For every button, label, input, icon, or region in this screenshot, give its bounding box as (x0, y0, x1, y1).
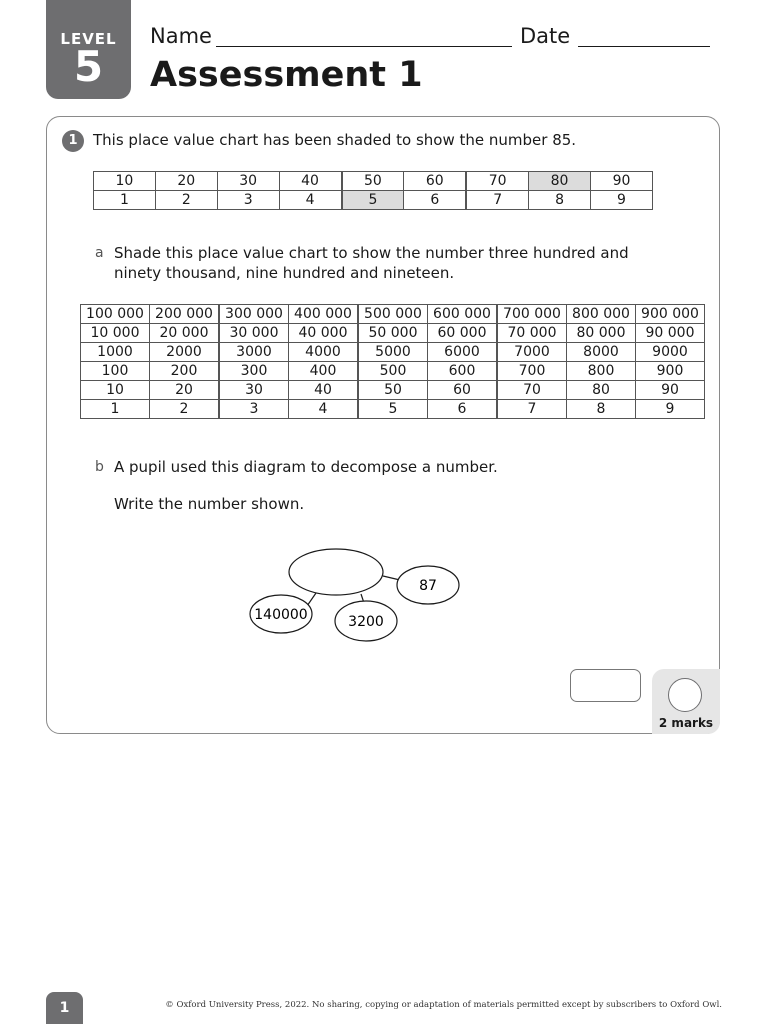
chart-cell: 6 (404, 191, 466, 210)
chart-cell[interactable]: 300 000 (219, 305, 289, 324)
chart-cell[interactable]: 400 000 (289, 305, 359, 324)
chart-cell[interactable]: 400 (289, 362, 359, 381)
chart-cell: 1 (94, 191, 156, 210)
chart-cell[interactable]: 10 (81, 381, 150, 400)
chart-cell[interactable]: 500 000 (358, 305, 428, 324)
chart-cell: 8 (529, 191, 591, 210)
chart-cell: 40 (279, 172, 341, 191)
chart-cell[interactable]: 10 000 (81, 324, 150, 343)
part-b-instruction: Write the number shown. (114, 495, 305, 513)
chart-cell: 4 (279, 191, 341, 210)
chart-cell: 80 (529, 172, 591, 191)
chart-cell: 50 (342, 172, 404, 191)
chart-cell[interactable]: 6 (428, 400, 498, 419)
chart-cell[interactable]: 90 000 (636, 324, 705, 343)
chart-cell[interactable]: 1000 (81, 343, 150, 362)
chart-cell[interactable]: 60 000 (428, 324, 498, 343)
chart-cell[interactable]: 30 000 (219, 324, 289, 343)
chart-cell[interactable]: 4 (289, 400, 359, 419)
chart-cell[interactable]: 800 000 (567, 305, 636, 324)
chart-cell[interactable]: 70 (497, 381, 567, 400)
chart-cell[interactable]: 2 (150, 400, 220, 419)
chart-cell[interactable]: 30 (219, 381, 289, 400)
chart-cell: 60 (404, 172, 466, 191)
date-field[interactable] (578, 46, 710, 47)
chart-cell: 20 (155, 172, 217, 191)
connector-line (383, 576, 400, 580)
chart-cell[interactable]: 20 000 (150, 324, 220, 343)
chart-cell[interactable]: 700 000 (497, 305, 567, 324)
chart-cell[interactable]: 80 000 (567, 324, 636, 343)
chart-cell[interactable]: 8000 (567, 343, 636, 362)
chart-cell[interactable]: 500 (358, 362, 428, 381)
chart-cell[interactable]: 50 (358, 381, 428, 400)
chart-cell[interactable]: 60 (428, 381, 498, 400)
chart-cell[interactable]: 9000 (636, 343, 705, 362)
chart-cell[interactable]: 80 (567, 381, 636, 400)
part-b-letter: b (95, 459, 104, 475)
answer-box[interactable] (570, 669, 641, 702)
part-value: 87 (419, 578, 437, 594)
part-whole-diagram (240, 540, 470, 650)
chart-row (81, 362, 705, 381)
chart-cell[interactable]: 50 000 (358, 324, 428, 343)
chart-cell[interactable]: 40 (289, 381, 359, 400)
answer-place-value-chart[interactable] (80, 304, 705, 419)
chart-cell[interactable]: 800 (567, 362, 636, 381)
chart-cell[interactable]: 900 (636, 362, 705, 381)
level-number: 5 (73, 42, 104, 91)
chart-cell[interactable]: 100 (81, 362, 150, 381)
chart-cell: 3 (217, 191, 279, 210)
chart-cell[interactable]: 2000 (150, 343, 220, 362)
chart-cell[interactable]: 200 000 (150, 305, 220, 324)
chart-row (94, 191, 653, 210)
chart-cell[interactable]: 3 (219, 400, 289, 419)
chart-cell[interactable]: 90 (636, 381, 705, 400)
marks-label: 2 marks (658, 716, 714, 730)
part-b-text: A pupil used this diagram to decompose a number. (114, 458, 498, 476)
chart-cell[interactable]: 4000 (289, 343, 359, 362)
part-a-text: Shade this place value chart to show the number three hundred and ninety thousand, nine hundred and nineteen. (114, 244, 629, 282)
chart-cell[interactable]: 700 (497, 362, 567, 381)
chart-cell[interactable]: 200 (150, 362, 220, 381)
level-label: LEVEL (60, 30, 117, 48)
part-value: 140000 (254, 607, 308, 623)
marks-circle[interactable] (668, 678, 702, 712)
chart-cell[interactable]: 600 (428, 362, 498, 381)
date-label: Date (520, 24, 571, 48)
chart-cell[interactable]: 40 000 (289, 324, 359, 343)
chart-cell[interactable]: 7 (497, 400, 567, 419)
chart-cell[interactable]: 300 (219, 362, 289, 381)
chart-cell: 70 (466, 172, 528, 191)
question-intro: This place value chart has been shaded to show the number 85. (93, 131, 577, 149)
page-title: Assessment 1 (150, 55, 423, 95)
whole-circle[interactable] (289, 549, 383, 595)
chart-cell: 2 (155, 191, 217, 210)
example-place-value-chart (93, 171, 653, 210)
chart-cell: 30 (217, 172, 279, 191)
chart-cell[interactable]: 9 (636, 400, 705, 419)
chart-cell[interactable]: 3000 (219, 343, 289, 362)
chart-row (81, 400, 705, 419)
chart-cell[interactable]: 1 (81, 400, 150, 419)
chart-row (81, 343, 705, 362)
chart-cell[interactable]: 70 000 (497, 324, 567, 343)
chart-cell[interactable]: 900 000 (636, 305, 705, 324)
chart-cell: 10 (94, 172, 156, 191)
chart-cell[interactable]: 20 (150, 381, 220, 400)
chart-cell: 90 (591, 172, 653, 191)
chart-cell: 9 (591, 191, 653, 210)
chart-cell: 7 (466, 191, 528, 210)
name-label: Name (150, 24, 212, 48)
chart-cell[interactable]: 8 (567, 400, 636, 419)
chart-cell[interactable]: 6000 (428, 343, 498, 362)
part-a-letter: a (95, 245, 104, 261)
name-field[interactable] (216, 46, 512, 47)
chart-row (81, 324, 705, 343)
part-value: 3200 (348, 614, 384, 630)
chart-cell[interactable]: 5 (358, 400, 428, 419)
chart-cell: 5 (342, 191, 404, 210)
page-number: 1 (46, 992, 83, 1024)
chart-row (81, 305, 705, 324)
chart-cell[interactable]: 7000 (497, 343, 567, 362)
level-badge (46, 0, 131, 99)
chart-row (94, 172, 653, 191)
chart-cell[interactable]: 100 000 (81, 305, 150, 324)
chart-cell[interactable]: 600 000 (428, 305, 498, 324)
chart-row (81, 381, 705, 400)
connector-line (307, 593, 316, 606)
chart-cell[interactable]: 5000 (358, 343, 428, 362)
question-number-badge: 1 (62, 130, 84, 152)
copyright-notice: © Oxford University Press, 2022. No sharing, copying or adaptation of materials permitted except by subscribers to Oxford Owl. (165, 1000, 722, 1010)
